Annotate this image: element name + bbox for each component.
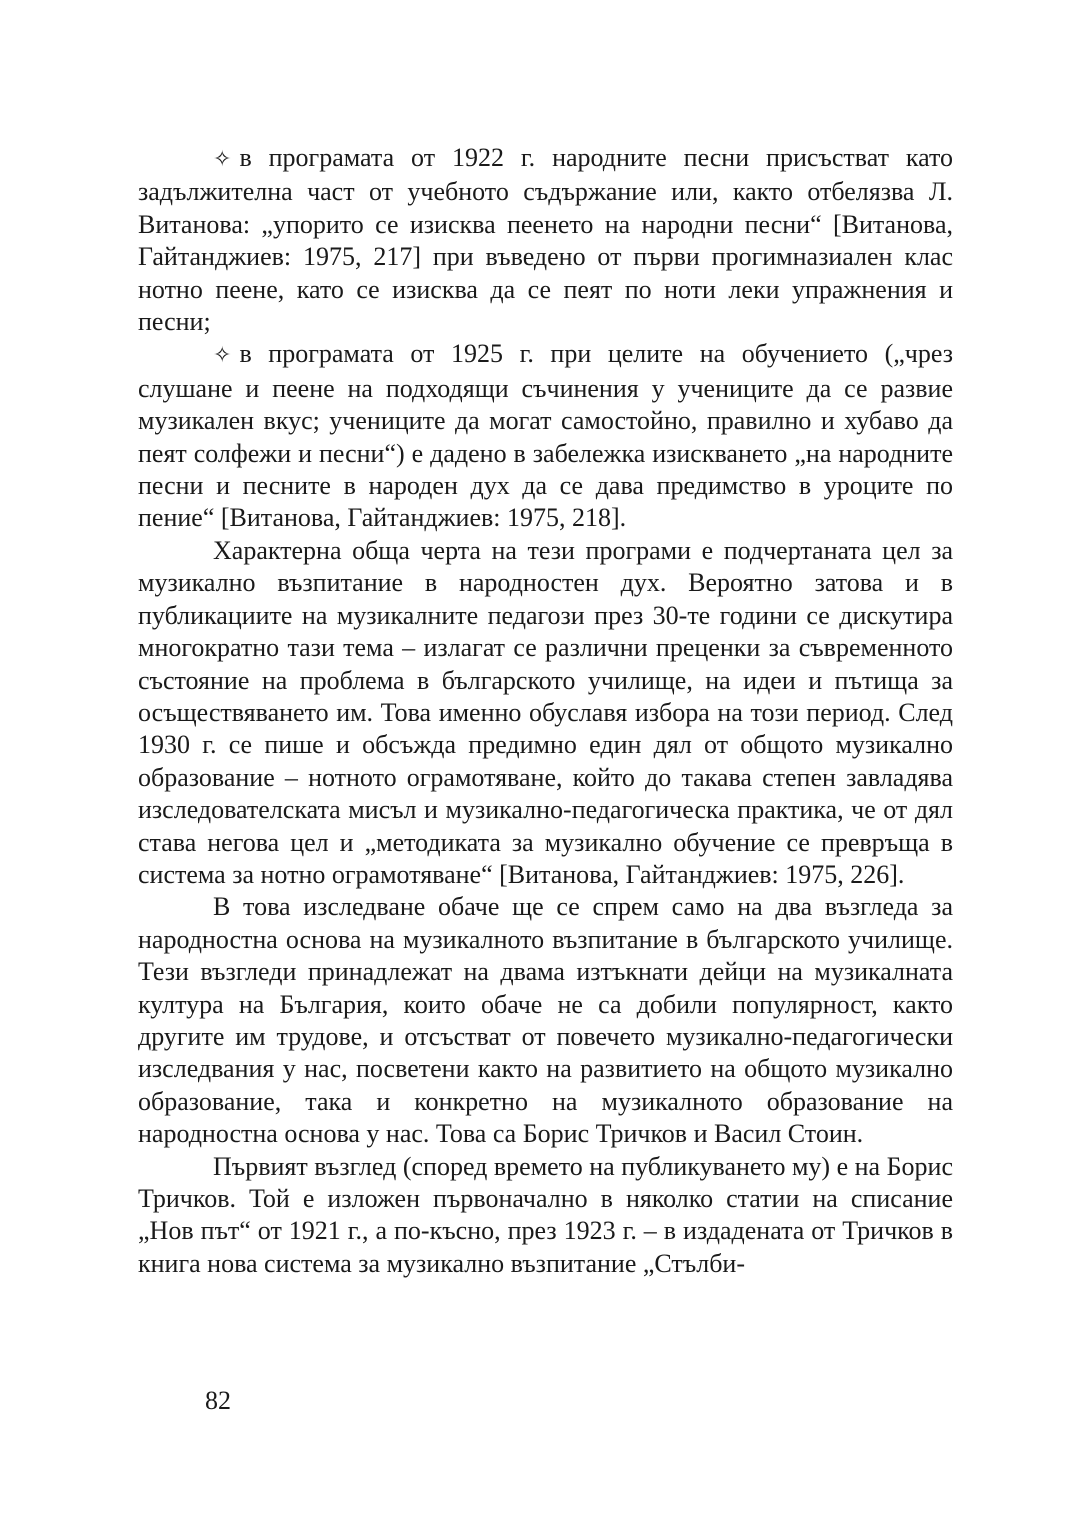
page-body: [138, 142, 953, 1280]
four-point-star-icon: ✧: [213, 147, 232, 172]
paragraph-trichkov: Първият възглед (според времето на публикуването му) е на Борис Тричков. Той е изложен първоначално в няколко статии на списание „Нов път“ от 1921 г., а по-късно, през 1923 г. – в издадената от Тричков в книга нова система за музикално възпитание „Стълби-: [138, 1151, 953, 1278]
paragraph-text: в програмата от 1925 г. при целите на обучението („чрез слушане и пеене на подходящи съчинения у учениците да се развие музикален вкус; учениците да могат самостойно, правилно и хубаво да пеят солфежи и песни“) е дадено в забележка изискването „на народните песни и песните в народен дух да се дава предимство в уроците по пение“ [Витанова, Гайтанджиев: 1975, 218].: [138, 339, 953, 533]
paragraph-two-views: В това изследване обаче ще се спрем само на два възгледа за народностна основа на музикалното възпитание в българското училище. Тези възгледи принадлежат на двама изтъкнати дейци на музикалната култура на България, които обаче не са добили популярност, както другите им трудове, и отсъстват от повечето музикално-педагогически изследвания у нас, посветени както на развитието на общото музикално образование, така и конкретно на музикалното образование на народностна основа у нас. Това са Борис Тричков и Васил Стоин.: [138, 892, 953, 1149]
bullet-paragraph-1925: [138, 338, 953, 534]
paragraph-common-feature: Характерна обща черта на тези програми е подчертаната цел за музикално възпитание в народностен дух. Вероятно затова и в публикациите на музикалните педагози през 30-те години се дискутира многократно тази тема – излагат се различни преценки за съвременното състояние на проблема в българското училище, на идеи и пътища за осъществяването им. Това именно обуславя избора на този период. След 1930 г. се пише и обсъжда предимно един дял от общото музикално образование – нотното ограмотяване, който до такава степен завладява изследователската мисъл и музикално-педагогическа практика, че от дял става негова цел и „методиката за музикално обучение се превръща в система за нотно ограмотяване“ [Витанова, Гайтанджиев: 1975, 226].: [138, 535, 953, 889]
paragraph-text: в програмата от 1922 г. народните песни присъстват като задължителна част от учебното съдържание или, както отбелязва Л. Витанова: „упорито се изисква пеенето на народни песни“ [Витанова, Гайтанджиев: 1975, 217] при въведено от първи прогимназиален клас нотно пеене, като се изисква да се пеят по ноти леки упражнения и песни;: [138, 143, 953, 337]
page-number: 82: [205, 1386, 231, 1415]
bullet-paragraph-1922: [138, 142, 953, 338]
four-point-star-icon: ✧: [213, 343, 232, 369]
